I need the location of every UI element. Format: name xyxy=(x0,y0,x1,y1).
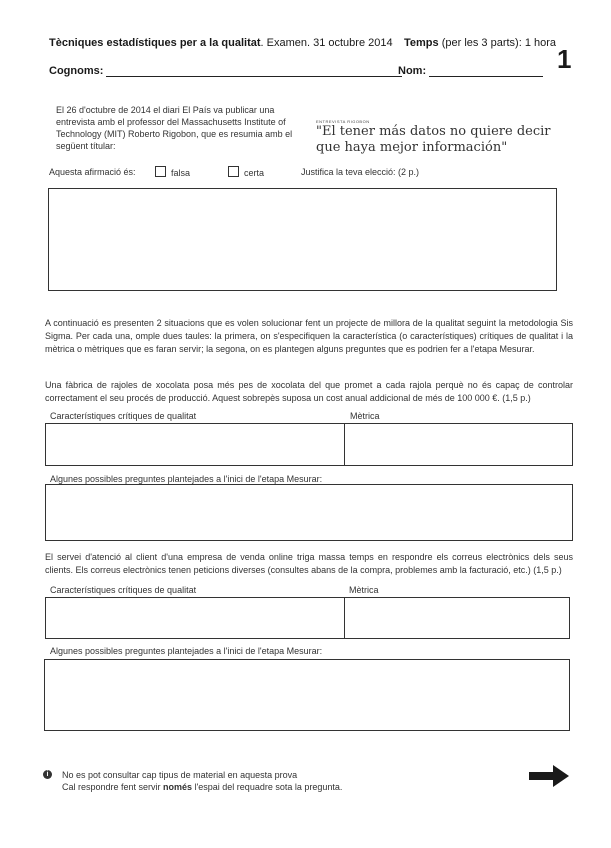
situation2-text: El servei d'atenció al client d'una empresa de venda online triga massa temps en respondre els correus electrònics dels seus clients. Els correus electrònics tenen peticions diverses (consultes abans de la compra, problemes amb la facturació, etc.) (1,5 p.) xyxy=(45,552,573,575)
page-number: 1 xyxy=(557,44,572,74)
name-field[interactable] xyxy=(429,65,543,77)
footer-line1: No es pot consultar cap tipus de material en aquesta prova xyxy=(62,770,298,780)
footer-line2-pre: Cal respondre fent servir xyxy=(62,782,164,792)
footer-line2 xyxy=(62,781,342,793)
situation2-metric-label: Mètrica xyxy=(349,585,379,595)
section-intro: A continuació es presenten 2 situacions que es volen solucionar fent un projecte de millora de la qualitat seguint la metodologia Sis Sigma. Per cada una, omple dues taules: la primera, on s'especifiquen la característica (o característiques) crítiques de qualitat i la mètrica o mètriques que es faran servir; la segona, on es plantegen alguns preguntes que es podrien fer a l'etapa Mesurar. xyxy=(45,318,573,354)
news-headline: "El tener más datos no quiere decir que haya mejor información" xyxy=(316,124,551,155)
name-row xyxy=(398,65,543,77)
false-checkbox[interactable] xyxy=(155,166,166,177)
intro-text: El 26 d'octubre de 2014 el diari El País va publicar una entrevista amb el professor del Massachusetts Institute of Technology (MIT) Roberto Rigobon, que es resumia amb el següent títular: xyxy=(56,105,293,151)
situation1-questions-box[interactable] xyxy=(45,484,573,541)
situation2-questions-box[interactable] xyxy=(44,659,570,731)
statement-label: Aquesta afirmació és: xyxy=(49,167,136,177)
option-true-label: certa xyxy=(244,168,265,178)
course-title: Tècniques estadístiques per a la qualitat xyxy=(49,37,261,49)
situation2-metric-box[interactable] xyxy=(344,597,570,639)
situation1-ctq-box[interactable] xyxy=(45,423,345,466)
footer-line2-post: l'espai del requadre sota la pregunta. xyxy=(192,782,343,792)
situation2-ctq-box[interactable] xyxy=(45,597,345,639)
surname-row xyxy=(49,65,402,77)
name-label: Nom: xyxy=(398,65,427,77)
justification-answer-box[interactable] xyxy=(48,188,557,291)
option-false[interactable] xyxy=(155,166,190,178)
exam-date: . Examen. 31 octubre 2014 xyxy=(260,37,393,49)
situation1-ctq-label: Característiques crítiques de qualitat xyxy=(50,411,197,421)
exam-title xyxy=(49,37,393,49)
true-checkbox[interactable] xyxy=(228,166,239,177)
option-true[interactable] xyxy=(228,166,264,178)
situation2-ctq-label: Característiques crítiques de qualitat xyxy=(50,585,197,595)
arrow-right-icon[interactable] xyxy=(529,765,569,787)
footer-notes xyxy=(62,769,342,793)
situation2-questions-label: Algunes possibles preguntes plantejades a l'inici de l'etapa Mesurar: xyxy=(50,646,323,656)
situation1-questions-label: Algunes possibles preguntes plantejades a l'inici de l'etapa Mesurar: xyxy=(50,474,323,484)
justify-label: Justifica la teva elecció: (2 p.) xyxy=(301,167,420,177)
footer-line2-bold: només xyxy=(163,782,193,792)
situation1-text: Una fàbrica de rajoles de xocolata posa més pes de xocolata del que promet a cada rajola perquè no és capaç de controlar correctament el seu procés de producció. Aquest sobrepès suposa un cost anual addicional de més de 100 000 €. (1,5 p.) xyxy=(45,380,573,403)
news-kicker: ENTREVISTA RIGOBON xyxy=(316,119,370,124)
option-false-label: falsa xyxy=(171,168,191,178)
surname-field[interactable] xyxy=(106,65,402,77)
info-icon: i xyxy=(43,770,52,779)
time-label: Temps xyxy=(404,37,439,49)
surname-label: Cognoms: xyxy=(49,65,104,77)
situation1-metric-label: Mètrica xyxy=(350,411,380,421)
time-info xyxy=(404,37,556,49)
situation1-metric-box[interactable] xyxy=(344,423,573,466)
time-value: (per les 3 parts): 1 hora xyxy=(438,37,557,49)
